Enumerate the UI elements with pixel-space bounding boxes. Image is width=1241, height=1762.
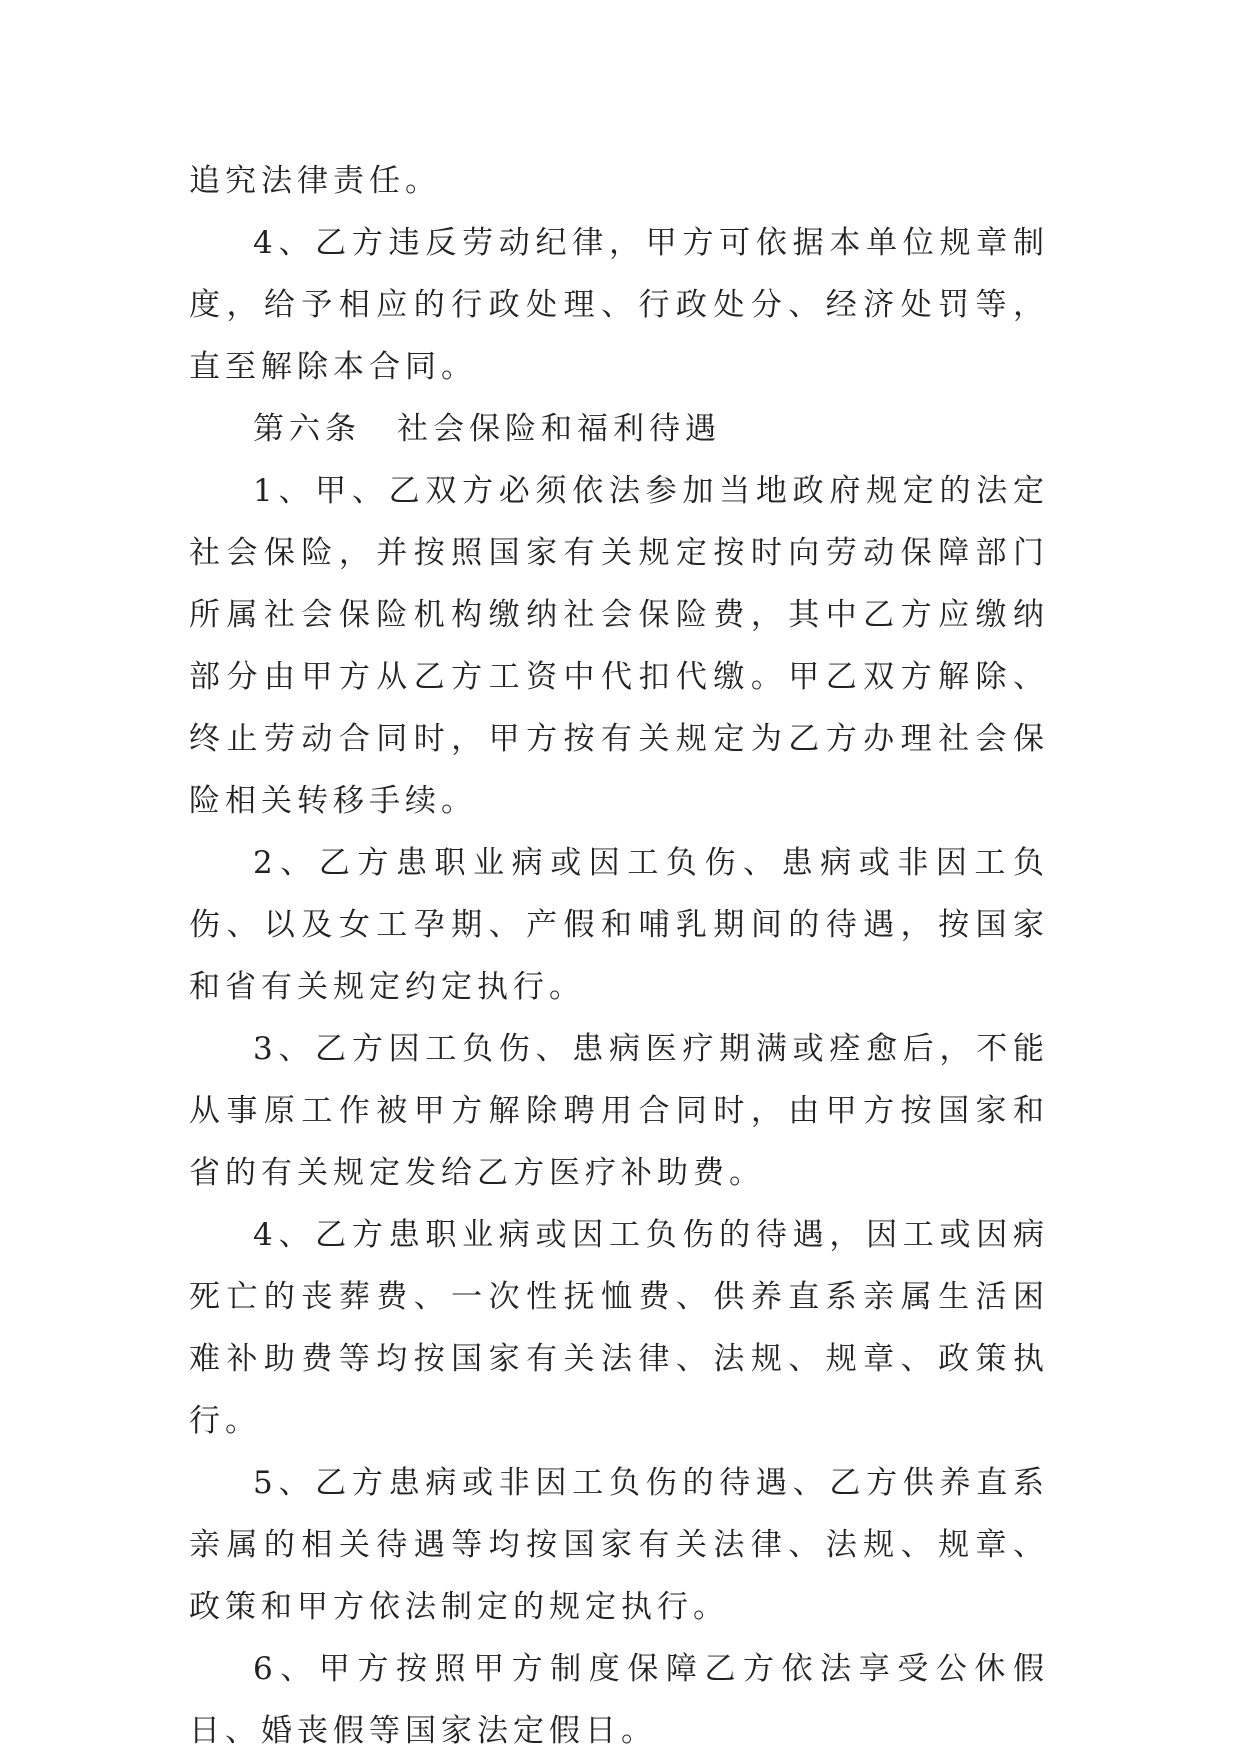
paragraph-item-3-medical-subsidy: 3、乙方因工负伤、患病医疗期满或痊愈后，不能从事原工作被甲方解除聘用合同时，由甲方按国家和省的有关规定发给乙方医疗补助费。 [189, 1031, 1049, 1191]
article-number: 第六条 [253, 411, 361, 447]
paragraph-continuation: 追究法律责任。 [189, 163, 441, 199]
paragraph-item-4-injury-benefits: 4、乙方患职业病或因工负伤的待遇，因工或因病死亡的丧葬费、一次性抚恤费、供养直系亲属生活困难补助费等均按国家有关法律、法规、规章、政策执行。 [189, 1217, 1049, 1439]
paragraph-item-6-holidays: 6、甲方按照甲方制度保障乙方依法享受公休假日、婚丧假等国家法定假日。 [189, 1651, 1049, 1749]
document-body [189, 150, 1049, 1762]
section-heading-article-6 [189, 398, 1049, 460]
paragraph-item-4-labor-discipline: 4、乙方违反劳动纪律，甲方可依据本单位规章制度，给予相应的行政处理、行政处分、经济处罚等，直至解除本合同。 [189, 225, 1049, 385]
paragraph-item-1-social-insurance: 1、甲、乙双方必须依法参加当地政府规定的法定社会保险，并按照国家有关规定按时向劳动保障部门所属社会保险机构缴纳社会保险费，其中乙方应缴纳部分由甲方从乙方工资中代扣代缴。甲乙双方解除、终止劳动合同时，甲方按有关规定为乙方办理社会保险相关转移手续。 [189, 473, 1049, 819]
article-title: 社会保险和福利待遇 [397, 411, 721, 447]
paragraph-item-5-illness-benefits: 5、乙方患病或非因工负伤的待遇、乙方供养直系亲属的相关待遇等均按国家有关法律、法规、规章、政策和甲方依法制定的规定执行。 [189, 1465, 1049, 1625]
paragraph-item-2-occupational-disease: 2、乙方患职业病或因工负伤、患病或非因工负伤、以及女工孕期、产假和哺乳期间的待遇，按国家和省有关规定约定执行。 [189, 845, 1049, 1005]
